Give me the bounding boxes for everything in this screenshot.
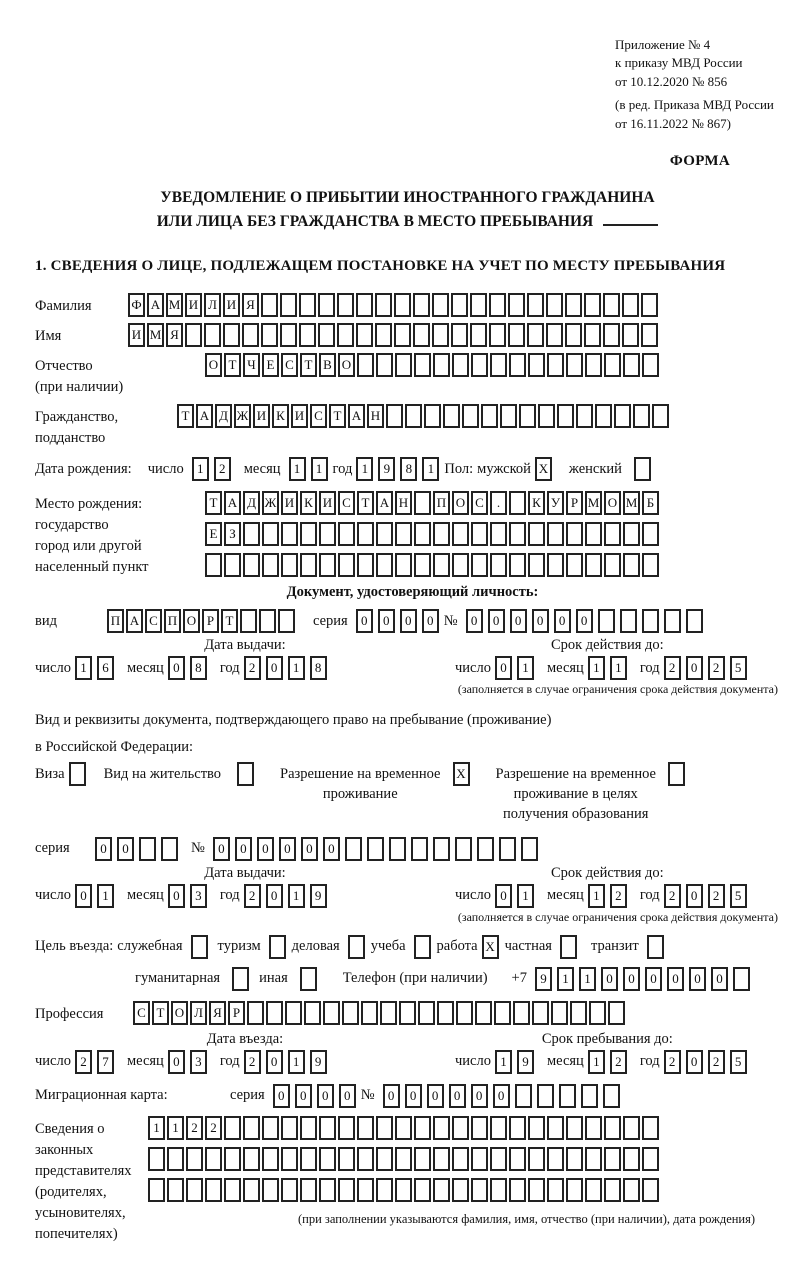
purpose-humanitarian-label: гуманитарная [135, 970, 221, 987]
temp-residence-education-label: Разрешение на временное проживание в целях получения образования [495, 765, 656, 823]
id-issue-group: Дата выдачи: число 1 6 месяц 0 8 год 2 0 1 8 [35, 637, 455, 680]
stay-document-dates [35, 865, 790, 908]
header-line: (в ред. Приказа МВД России [615, 97, 774, 113]
header-line: Приложение № 4 [615, 37, 711, 52]
stay-document-line1: Вид и реквизиты документа, подтверждающего право на пребывание (проживание) [35, 712, 552, 729]
purpose-study-checkbox[interactable] [414, 935, 433, 959]
purpose-tourism-label: туризм [217, 938, 261, 955]
citizenship-row [35, 404, 790, 449]
residence-permit-label: Вид на жительство [103, 765, 222, 782]
stay-valid-day-input[interactable]: 0 1 [495, 884, 539, 908]
month-label: месяц [126, 887, 164, 904]
visa-option [35, 762, 88, 786]
representatives-inputs [148, 1116, 755, 1227]
entry-year-input[interactable]: 2 0 1 9 [244, 1050, 332, 1074]
year-label: год [639, 887, 660, 904]
month-label: месяц [546, 887, 584, 904]
series-label: серия [35, 840, 70, 857]
stay-issue-day-input[interactable]: 0 1 [75, 884, 119, 908]
stay-issue-year-input[interactable]: 2 0 1 9 [244, 884, 332, 908]
purpose-humanitarian-checkbox[interactable] [232, 967, 251, 991]
given-name-row [35, 323, 790, 347]
given-name-input[interactable]: И М Я [128, 323, 660, 347]
citizenship-label: Гражданство, подданство [35, 409, 119, 447]
purpose-commercial-label: деловая [291, 938, 340, 955]
purpose-business-checkbox[interactable] [191, 935, 210, 959]
stay-until-group: Срок пребывания до: число 1 9 месяц 1 2 год 2 0 2 5 [455, 1031, 760, 1074]
representatives-label: Сведения о законных представителях (родителях, усыновителях, попечителях) [35, 1120, 132, 1242]
number-sign: № [191, 840, 205, 857]
stay-until-year-input[interactable]: 2 0 2 5 [664, 1050, 752, 1074]
form-title-line1: УВЕДОМЛЕНИЕ О ПРИБЫТИИ ИНОСТРАННОГО ГРАЖДАНИНА [160, 189, 655, 207]
id-issue-month-input[interactable]: 0 8 [168, 656, 212, 680]
series-label: серия [313, 612, 348, 629]
number-sign: № [443, 612, 458, 629]
id-valid-group: Срок действия до: число 0 1 месяц 1 1 год 2 0 2 5 [455, 637, 760, 680]
birth-month-input[interactable]: 1 1 [289, 457, 333, 481]
visa-checkbox[interactable] [69, 762, 88, 786]
stay-issue-group: Дата выдачи: число 0 1 месяц 0 3 год 2 0 1 9 [35, 865, 455, 908]
entry-day-input[interactable]: 2 7 [75, 1050, 119, 1074]
purpose-business-label: служебная [117, 938, 183, 955]
month-label: месяц [243, 460, 281, 477]
header-line: от 10.12.2020 № 856 [615, 73, 728, 89]
temp-residence-education-option [496, 762, 687, 825]
id-document-heading: Документ, удостоверяющий личность: [286, 584, 539, 601]
year-label: год [219, 659, 240, 676]
birth-date-row [35, 457, 790, 481]
id-issue-year-input[interactable]: 2 0 1 8 [244, 656, 332, 680]
day-label: число [147, 460, 184, 477]
doc-number-input[interactable]: 0 0 0 0 0 0 [466, 609, 708, 633]
stay-number-input[interactable]: 0 0 0 0 0 0 [213, 837, 543, 861]
migration-series-input[interactable]: 0 0 0 0 [273, 1084, 361, 1108]
day-label: число [455, 1053, 491, 1070]
birth-place-line3-input[interactable] [205, 553, 661, 577]
series-label: серия [230, 1087, 265, 1104]
purpose-other-label: иная [259, 970, 288, 987]
stay-valid-group: Срок действия до: число 0 1 месяц 1 2 год 2 0 2 5 [455, 865, 760, 908]
id-valid-year-input[interactable]: 2 0 2 5 [664, 656, 752, 680]
form-title [45, 186, 770, 234]
patronymic-input[interactable]: О Т Ч Е С Т В О [205, 353, 661, 377]
purpose-row2 [135, 967, 790, 991]
residence-permit-checkbox[interactable] [237, 762, 256, 786]
purpose-private-label: частная [504, 938, 552, 955]
form-label: ФОРМА [669, 153, 730, 170]
female-checkbox[interactable] [634, 457, 656, 481]
surname-row [35, 293, 790, 317]
id-valid-month-input[interactable]: 1 1 [588, 656, 632, 680]
residence-permit-option [104, 762, 256, 786]
surname-input[interactable]: Ф А М И Л И Я [128, 293, 660, 317]
phone-label: Телефон (при наличии) [342, 970, 488, 987]
birth-date-label: Дата рождения: [35, 460, 132, 477]
migration-number-input[interactable]: 0 0 0 0 0 0 [383, 1084, 625, 1108]
temp-residence-label: Разрешение на временное проживание [280, 765, 441, 802]
temp-residence-checkbox[interactable]: X [453, 762, 472, 786]
profession-row [35, 1001, 790, 1025]
id-valid-day-input[interactable]: 0 1 [495, 656, 539, 680]
temp-residence-option [280, 762, 471, 805]
restriction-note: (заполняется в случае ограничения срока действия документа) [457, 909, 778, 924]
stay-valid-year-input[interactable]: 2 0 2 5 [664, 884, 752, 908]
entry-month-input[interactable]: 0 3 [168, 1050, 212, 1074]
stay-document-line2: в Российской Федерации: [35, 738, 194, 755]
purpose-transit-label: транзит [590, 938, 639, 955]
year-label: год [219, 1053, 240, 1070]
header-reference [615, 36, 790, 133]
id-document-row [35, 609, 790, 633]
stay-valid-month-input[interactable]: 1 2 [588, 884, 632, 908]
birth-place-label: Место рождения: государство город или другой населенный пункт [35, 496, 149, 576]
title-blank-line [603, 224, 658, 226]
stay-document-options [35, 762, 790, 825]
phone-input[interactable]: 9 1 1 0 0 0 0 0 0 [535, 967, 755, 991]
birth-year-input[interactable]: 1 9 8 1 [356, 457, 444, 481]
month-label: месяц [126, 1053, 164, 1070]
migration-card-row [35, 1084, 790, 1108]
day-label: число [35, 659, 71, 676]
day-label: число [455, 659, 491, 676]
visa-label: Виза [35, 765, 65, 782]
year-label: год [639, 659, 660, 676]
birth-place-line2-input[interactable]: Е З [205, 522, 661, 546]
birth-day-input[interactable]: 1 2 [192, 457, 236, 481]
representatives-footnote: (при заполнении указываются фамилия, имя, отчество (при наличии), дата рождения) [298, 1211, 756, 1226]
female-label: женский [568, 460, 622, 477]
doc-type-label: вид [35, 612, 57, 629]
surname-label: Фамилия [35, 298, 92, 315]
purpose-commercial-checkbox[interactable] [348, 935, 367, 959]
male-checkbox[interactable]: X [535, 457, 557, 481]
profession-input[interactable]: С Т О Л Я Р [133, 1001, 627, 1025]
purpose-other-checkbox[interactable] [300, 967, 319, 991]
day-label: число [35, 1053, 71, 1070]
male-label: мужской [477, 460, 531, 477]
purpose-tourism-checkbox[interactable] [269, 935, 288, 959]
entry-date-group: Дата въезда: число 2 7 месяц 0 3 год 2 0 1 9 [35, 1031, 455, 1074]
id-issue-day-input[interactable]: 1 6 [75, 656, 119, 680]
citizenship-input[interactable]: Т А Д Ж И К И С Т А Н [177, 404, 671, 428]
representatives-line2-input[interactable] [148, 1147, 755, 1171]
stay-issue-month-input[interactable]: 0 3 [168, 884, 212, 908]
migration-card-label: Миграционная карта: [35, 1087, 168, 1104]
profession-label: Профессия [35, 1005, 104, 1022]
entry-dates [35, 1031, 790, 1074]
given-name-label: Имя [35, 328, 62, 345]
month-label: месяц [546, 659, 584, 676]
stay-document-series-row [35, 837, 790, 861]
birth-place-row [35, 491, 790, 578]
day-label: число [35, 887, 71, 904]
temp-residence-education-checkbox[interactable] [668, 762, 687, 786]
sex-label: Пол: [444, 460, 474, 477]
purpose-work-checkbox[interactable]: X [482, 935, 501, 959]
purpose-transit-checkbox[interactable] [647, 935, 666, 959]
day-label: число [455, 887, 491, 904]
phone-prefix: +7 [511, 970, 527, 987]
header-line: к приказу МВД России [615, 55, 743, 71]
year-label: год [639, 1053, 660, 1070]
stay-until-month-input[interactable]: 1 2 [588, 1050, 632, 1074]
representatives-row [35, 1116, 790, 1245]
section1-heading: 1. СВЕДЕНИЯ О ЛИЦЕ, ПОДЛЕЖАЩЕМ ПОСТАНОВКЕ НА УЧЕТ ПО МЕСТУ ПРЕБЫВАНИЯ [35, 258, 726, 275]
purpose-private-checkbox[interactable] [560, 935, 579, 959]
purpose-label: Цель въезда: [35, 938, 114, 955]
birth-place-line1-input[interactable]: Т А Д Ж И К И С Т А Н П О С . К У Р М О М Б [205, 491, 661, 515]
month-label: месяц [126, 659, 164, 676]
purpose-study-label: учеба [370, 938, 406, 955]
doc-series-input[interactable]: 0 0 0 0 [356, 609, 444, 633]
number-sign: № [360, 1087, 375, 1104]
stay-series-input[interactable]: 0 0 [95, 837, 183, 861]
year-label: год [332, 460, 353, 477]
birth-place-inputs [205, 491, 661, 577]
id-document-dates [35, 637, 790, 680]
purpose-row [35, 935, 790, 959]
purpose-work-label: работа [436, 938, 478, 955]
patronymic-label: Отчество (при наличии) [35, 358, 124, 396]
year-label: год [219, 887, 240, 904]
stay-until-day-input[interactable]: 1 9 [495, 1050, 539, 1074]
doc-type-input[interactable]: П А С П О Р Т [107, 609, 297, 633]
restriction-note: (заполняется в случае ограничения срока действия документа) [457, 682, 778, 697]
patronymic-row [35, 353, 790, 398]
representatives-line3-input[interactable] [148, 1178, 755, 1202]
representatives-line1-input[interactable]: 1 1 2 2 [148, 1116, 755, 1140]
form-title-line2: ИЛИ ЛИЦА БЕЗ ГРАЖДАНСТВА В МЕСТО ПРЕБЫВАНИЯ [45, 210, 770, 234]
month-label: месяц [546, 1053, 584, 1070]
header-line: от 16.11.2022 № 867) [615, 115, 732, 131]
